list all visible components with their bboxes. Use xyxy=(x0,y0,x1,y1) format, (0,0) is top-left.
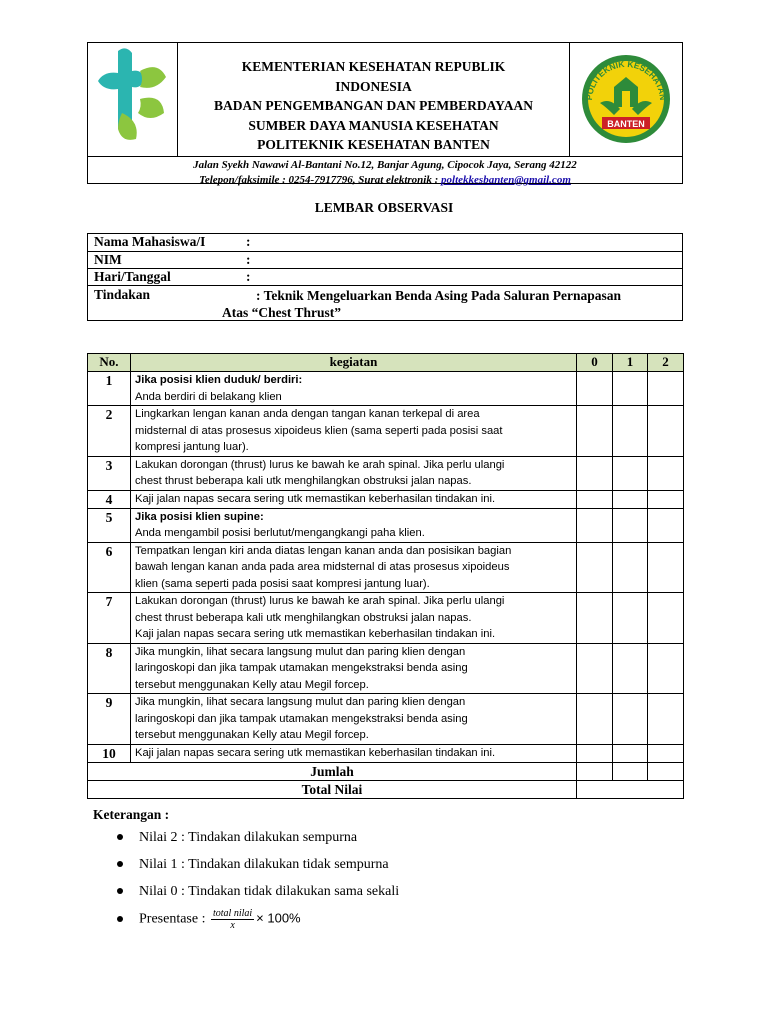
activity-line: midsternal di atas prosesus xipoideus klien (sama seperti pada posisi saat xyxy=(135,424,503,437)
col-header-score-2: 2 xyxy=(648,354,684,372)
score-2-cell[interactable] xyxy=(648,372,684,406)
bullet-icon xyxy=(117,861,123,867)
table-row xyxy=(88,508,684,542)
presentase-label: Presentase : xyxy=(139,911,209,927)
activity-line: Jika posisi klien duduk/ berdiri: xyxy=(135,374,303,386)
score-1-cell[interactable] xyxy=(613,490,648,508)
table-row xyxy=(88,593,684,644)
list-item xyxy=(117,857,389,873)
activity-line: chest thrust beberapa kali utk menghilangkan obstruksi jalan napas. xyxy=(135,611,472,624)
activity-line: Kaji jalan napas secara sering utk memastikan keberhasilan tindakan ini. xyxy=(135,746,496,759)
col-header-score-1: 1 xyxy=(613,354,648,372)
bullet-icon xyxy=(117,916,123,922)
score-2-cell[interactable] xyxy=(648,593,684,644)
activity-line: Jika mungkin, lihat secara langsung mulut dan paring klien dengan xyxy=(135,696,466,708)
col-header-score-0: 0 xyxy=(577,354,613,372)
score-0-cell[interactable] xyxy=(577,542,613,593)
date-colon: : xyxy=(246,269,251,284)
name-colon: : xyxy=(246,234,251,249)
activity-line: Kaji jalan napas secara sering utk memastikan keberhasilan tindakan ini. xyxy=(135,492,496,505)
identity-row-action xyxy=(88,286,682,320)
score-0-cell[interactable] xyxy=(577,372,613,406)
score-1-cell[interactable] xyxy=(613,406,648,457)
heading-line-3: BADAN PENGEMBANGAN DAN PEMBERDAYAAN xyxy=(214,98,533,113)
table-row xyxy=(88,372,684,406)
row-number: 5 xyxy=(88,508,131,542)
jumlah-score-0[interactable] xyxy=(577,762,613,780)
table-row xyxy=(88,490,684,508)
row-number: 3 xyxy=(88,456,131,490)
email-link[interactable]: poltekkesbanten@gmail.com xyxy=(441,173,571,186)
name-label: Nama Mahasiswa/I xyxy=(94,234,206,249)
total-row xyxy=(88,780,684,798)
heading-line-5: POLITEKNIK KESEHATAN BANTEN xyxy=(257,137,490,152)
activity-line: Anda mengambil posisi berlutut/mengangkangi paha klien. xyxy=(135,527,425,539)
score-0-cell[interactable] xyxy=(577,694,613,745)
activity-line: Kaji jalan napas secara sering utk memastikan keberhasilan tindakan ini. xyxy=(135,628,496,640)
row-number: 9 xyxy=(88,694,131,745)
row-number: 2 xyxy=(88,406,131,457)
score-2-cell[interactable] xyxy=(648,643,684,694)
activity-line: laringoskopi dan jika tampak utamakan mengekstraksi benda asing xyxy=(135,712,468,725)
activity-line: klien (sama seperti pada posisi saat kompresi jantung luar). xyxy=(135,577,430,590)
heading-line-1: KEMENTERIAN KESEHATAN REPUBLIK xyxy=(241,59,506,74)
score-1-cell[interactable] xyxy=(613,593,648,644)
address-line: Jalan Syekh Nawawi Al-Bantani No.12, Banjar Agung, Cipocok Jaya, Serang 42122 xyxy=(193,159,577,171)
table-row xyxy=(88,542,684,593)
list-item xyxy=(117,884,399,900)
row-number: 6 xyxy=(88,542,131,593)
letterhead-heading xyxy=(178,57,569,155)
score-0-cell[interactable] xyxy=(577,456,613,490)
score-2-cell[interactable] xyxy=(648,744,684,762)
identity-row-name xyxy=(88,234,682,252)
activity-cell xyxy=(131,694,577,745)
identity-table xyxy=(87,233,683,321)
list-item-text: Nilai 1 : Tindakan dilakukan tidak sempurna xyxy=(139,857,389,872)
row-number: 8 xyxy=(88,643,131,694)
heading-line-2: INDONESIA xyxy=(335,78,412,94)
list-item xyxy=(117,830,357,846)
score-1-cell[interactable] xyxy=(613,542,648,593)
row-number: 7 xyxy=(88,593,131,644)
activity-cell xyxy=(131,490,577,508)
score-2-cell[interactable] xyxy=(648,508,684,542)
jumlah-row xyxy=(88,762,684,780)
col-header-no: No. xyxy=(88,354,131,372)
bullet-icon xyxy=(117,834,123,840)
jumlah-score-2[interactable] xyxy=(648,762,684,780)
kemenkes-logo-icon xyxy=(88,43,176,155)
table-row xyxy=(88,744,684,762)
score-2-cell[interactable] xyxy=(648,694,684,745)
phone-text: Telepon/faksimile : 0254-7917796, Surat elektronik : xyxy=(199,173,442,186)
observation-table xyxy=(87,353,684,799)
table-row xyxy=(88,643,684,694)
activity-cell xyxy=(131,643,577,694)
total-value-cell[interactable] xyxy=(577,780,684,798)
activity-line: chest thrust beberapa kali utk menghilangkan obstruksi jalan napas. xyxy=(135,475,472,487)
jumlah-score-1[interactable] xyxy=(613,762,648,780)
activity-line: Lakukan dorongan (thrust) lurus ke bawah ke arah spinal. Jika perlu ulangi xyxy=(135,595,505,607)
col-header-activity: kegiatan xyxy=(131,354,577,372)
nim-label: NIM xyxy=(94,252,122,267)
letterhead xyxy=(87,42,683,184)
score-2-cell[interactable] xyxy=(648,490,684,508)
action-value-2: Atas “Chest Thrust” xyxy=(222,305,342,320)
date-label: Hari/Tanggal xyxy=(94,269,171,284)
activity-line: tersebut menggunakan Kelly atau Megil forcep. xyxy=(135,678,369,691)
score-0-cell[interactable] xyxy=(577,744,613,762)
score-2-cell[interactable] xyxy=(648,456,684,490)
list-item xyxy=(117,908,301,931)
activity-line: Tempatkan lengan kiri anda diatas lengan kanan anda dan posisikan bagian xyxy=(135,544,512,557)
table-row xyxy=(88,694,684,745)
heading-line-4: SUMBER DAYA MANUSIA KESEHATAN xyxy=(248,117,499,133)
nim-colon: : xyxy=(246,252,251,267)
kemenkes-logo xyxy=(88,43,178,156)
activity-line: Anda berdiri di belakang klien xyxy=(135,390,282,403)
score-0-cell[interactable] xyxy=(577,643,613,694)
bullet-icon xyxy=(117,888,123,894)
svg-text:BANTEN: BANTEN xyxy=(607,119,645,129)
activity-line: laringoskopi dan jika tampak utamakan mengekstraksi benda asing xyxy=(135,662,468,674)
poltekkes-logo xyxy=(569,43,682,156)
identity-row-nim xyxy=(88,252,682,269)
identity-row-date xyxy=(88,269,682,286)
score-0-cell[interactable] xyxy=(577,593,613,644)
total-label: Total Nilai xyxy=(88,780,577,798)
activity-line: Jika posisi klien supine: xyxy=(135,510,264,523)
score-0-cell[interactable] xyxy=(577,490,613,508)
formula-fraction xyxy=(211,908,254,931)
score-2-cell[interactable] xyxy=(648,542,684,593)
activity-cell xyxy=(131,406,577,457)
contact-line xyxy=(88,173,682,188)
score-1-cell[interactable] xyxy=(613,508,648,542)
score-1-cell[interactable] xyxy=(613,744,648,762)
activity-line: Lingkarkan lengan kanan anda dengan tangan kanan terkepal di area xyxy=(135,408,480,420)
score-1-cell[interactable] xyxy=(613,372,648,406)
activity-cell xyxy=(131,372,577,406)
fraction-denominator: x xyxy=(230,920,235,931)
activity-cell xyxy=(131,744,577,762)
activity-cell xyxy=(131,508,577,542)
letterhead-address xyxy=(88,156,682,185)
activity-line: Lakukan dorongan (thrust) lurus ke bawah ke arah spinal. Jika perlu ulangi xyxy=(135,458,505,471)
row-number: 4 xyxy=(88,490,131,508)
activity-line: bawah lengan kanan anda pada area midsternal di atas prosesus xipoideus xyxy=(135,561,510,573)
table-row xyxy=(88,456,684,490)
row-number: 10 xyxy=(88,744,131,762)
row-number: 1 xyxy=(88,372,131,406)
fraction-numerator: total nilai xyxy=(212,908,253,919)
activity-line: kompresi jantung luar). xyxy=(135,441,249,453)
keterangan-title: Keterangan : xyxy=(93,807,170,822)
score-0-cell[interactable] xyxy=(577,406,613,457)
activity-line: tersebut menggunakan Kelly atau Megil forcep. xyxy=(135,729,369,741)
list-item-text: Nilai 2 : Tindakan dilakukan sempurna xyxy=(139,830,358,845)
formula-tail: × 100% xyxy=(256,910,301,926)
list-item-text: Nilai 0 : Tindakan tidak dilakukan sama sekali xyxy=(139,884,400,899)
activity-line: Jika mungkin, lihat secara langsung mulut dan paring klien dengan xyxy=(135,645,466,658)
document-title: LEMBAR OBSERVASI xyxy=(314,200,454,215)
activity-cell xyxy=(131,593,577,644)
jumlah-label: Jumlah xyxy=(88,762,577,780)
score-1-cell[interactable] xyxy=(613,694,648,745)
activity-cell xyxy=(131,542,577,593)
action-label: Tindakan xyxy=(94,287,151,302)
score-2-cell[interactable] xyxy=(648,406,684,457)
score-1-cell[interactable] xyxy=(613,643,648,694)
table-row xyxy=(88,406,684,457)
score-0-cell[interactable] xyxy=(577,508,613,542)
poltekkes-logo-icon xyxy=(570,43,682,155)
action-value: : Teknik Mengeluarkan Benda Asing Pada Saluran Pernapasan xyxy=(256,288,621,303)
score-1-cell[interactable] xyxy=(613,456,648,490)
svg-text:POLITEKNIK KESEHATAN: POLITEKNIK KESEHATAN xyxy=(583,58,669,101)
activity-cell xyxy=(131,456,577,490)
